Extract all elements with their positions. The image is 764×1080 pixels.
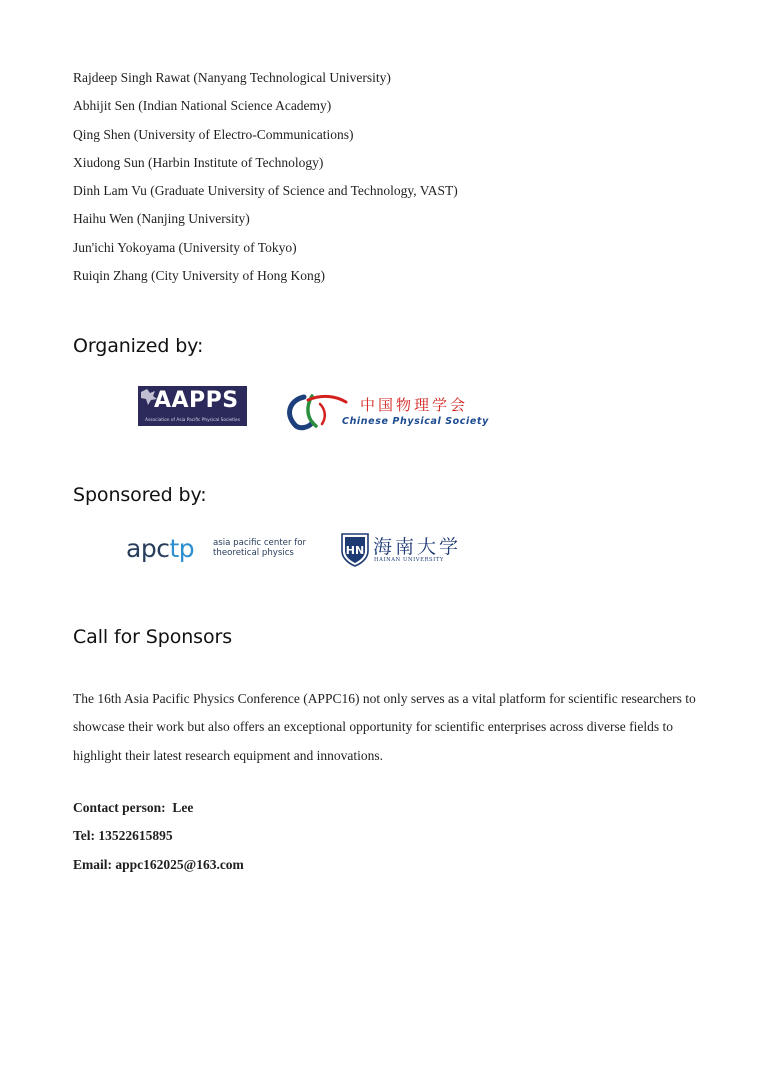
apctp-wordmark: apctp (126, 534, 195, 563)
call-for-sponsors-text: The 16th Asia Pacific Physics Conference (APPC16) not only serves as a vital platform for scientific researchers to showcase their work but also offers an exceptional opportunity for scientific enterprises across diverse fields to highlight their latest research equipment and innovations. (73, 691, 696, 763)
committee-member: Jun'ichi Yokoyama (University of Tokyo) (73, 239, 297, 255)
hainan-name-english: HAINAN UNIVERSITY (374, 557, 444, 563)
cps-name-chinese: 中国物理学会 (360, 396, 469, 414)
contact-info (73, 798, 244, 883)
committee-member: Qing Shen (University of Electro-Communications) (73, 126, 354, 142)
contact-email: Email: appc162025@163.com (73, 856, 244, 872)
sponsored-by-heading: Sponsored by: (73, 484, 207, 506)
hainan-university-logo (340, 531, 462, 569)
aapps-logo (138, 386, 247, 426)
cps-name-english: Chinese Physical Society (342, 416, 489, 427)
committee-list (73, 68, 458, 294)
apctp-logo (126, 534, 316, 568)
call-for-sponsors-heading: Call for Sponsors (73, 626, 232, 648)
committee-member: Abhijit Sen (Indian National Science Academy) (73, 98, 332, 114)
apctp-subtitle: asia pacific center for theoretical physics (213, 538, 307, 558)
hainan-shield-icon (340, 531, 370, 567)
committee-member: Ruiqin Zhang (City University of Hong Kong) (73, 268, 325, 284)
contact-tel: Tel: 13522615895 (73, 828, 173, 844)
committee-member: Dinh Lam Vu (Graduate University of Science and Technology, VAST) (73, 183, 458, 199)
hainan-name-chinese: 海南大学 (373, 536, 462, 558)
organized-by-heading: Organized by: (73, 335, 204, 357)
cps-logo (282, 388, 487, 432)
aapps-wordmark: AAPPS (154, 388, 239, 413)
committee-member: Rajdeep Singh Rawat (Nanyang Technological University) (73, 70, 391, 85)
aapps-tagline: Association of Asia Pacific Physical Societies (145, 418, 240, 423)
contact-person: Contact person: Lee (73, 800, 194, 815)
committee-member: Haihu Wen (Nanjing University) (73, 211, 250, 227)
committee-member: Xiudong Sun (Harbin Institute of Technology) (73, 154, 324, 170)
svg-text:HN: HN (345, 544, 365, 557)
